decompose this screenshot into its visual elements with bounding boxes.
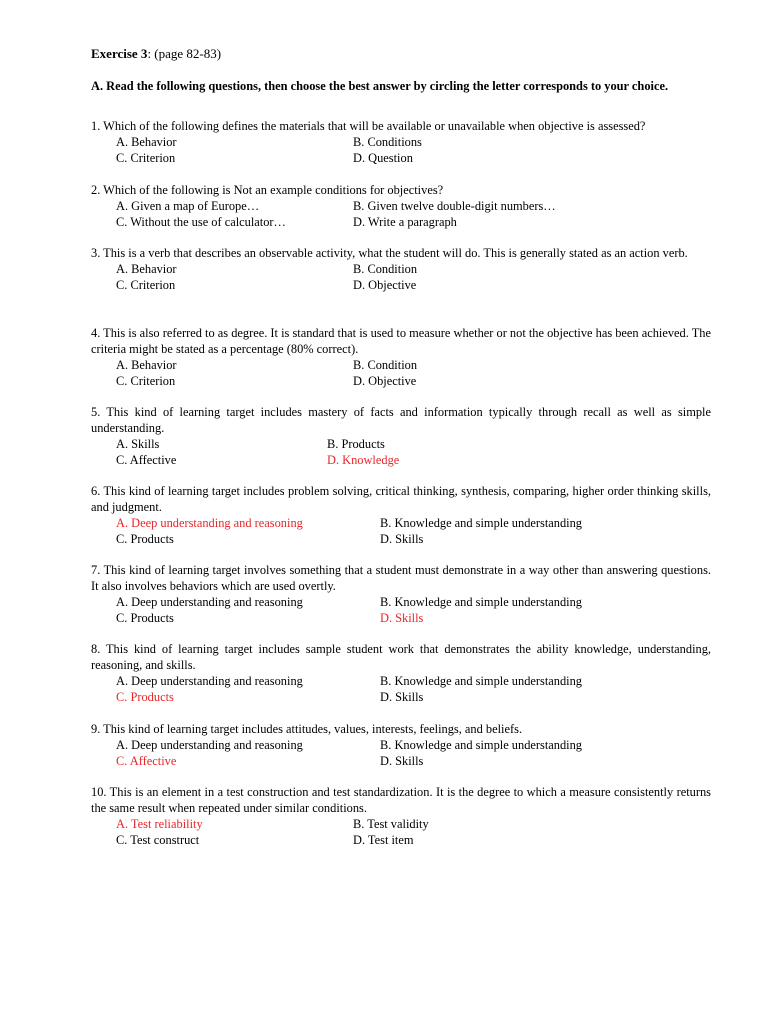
option-d[interactable]: D. Question xyxy=(353,151,413,165)
question-2 xyxy=(91,182,711,230)
option-a[interactable]: A. Deep understanding and reasoning xyxy=(116,516,303,530)
answer-options xyxy=(91,515,711,547)
option-d[interactable]: D. Skills xyxy=(380,532,424,546)
answer-options xyxy=(91,357,711,389)
option-c[interactable]: C. Affective xyxy=(116,754,177,768)
exercise-label: Exercise 3 xyxy=(91,46,148,61)
option-d[interactable]: D. Objective xyxy=(353,278,417,292)
option-a[interactable]: A. Skills xyxy=(116,437,160,451)
option-c[interactable]: C. Affective xyxy=(116,453,177,467)
answer-options xyxy=(91,673,711,705)
instructions: A. Read the following questions, then choose the best answer by circling the letter corresponds to your choice. xyxy=(91,79,669,93)
option-a[interactable]: A. Deep understanding and reasoning xyxy=(116,738,303,752)
question-4 xyxy=(91,325,711,389)
option-b[interactable]: B. Knowledge and simple understanding xyxy=(380,674,583,688)
option-d[interactable]: D. Skills xyxy=(380,611,424,625)
option-a[interactable]: A. Deep understanding and reasoning xyxy=(116,595,303,609)
option-a[interactable]: A. Behavior xyxy=(116,135,177,149)
option-b[interactable]: B. Condition xyxy=(353,262,418,276)
option-a[interactable]: A. Given a map of Europe… xyxy=(116,199,260,213)
option-d[interactable]: D. Objective xyxy=(353,374,417,388)
question-stem: 6. This kind of learning target includes problem solving, critical thinking, synthesis, comparing, higher order thinking skills, and judgment. xyxy=(91,484,711,514)
option-b[interactable]: B. Test validity xyxy=(353,817,429,831)
question-stem: 10. This is an element in a test construction and test standardization. It is the degree to which a measure consistently returns the same result when repeated under similar conditions. xyxy=(91,785,711,815)
option-a[interactable]: A. Behavior xyxy=(116,262,177,276)
question-10 xyxy=(91,784,711,848)
option-b[interactable]: B. Conditions xyxy=(353,135,422,149)
option-d[interactable]: D. Skills xyxy=(380,690,424,704)
question-stem: 2. Which of the following is Not an example conditions for objectives? xyxy=(91,183,444,197)
option-c[interactable]: C. Criterion xyxy=(116,151,176,165)
option-a[interactable]: A. Test reliability xyxy=(116,817,203,831)
question-5 xyxy=(91,404,711,468)
option-b[interactable]: B. Condition xyxy=(353,358,418,372)
question-stem: 5. This kind of learning target includes mastery of facts and information typically through recall as well as simple understanding. xyxy=(91,405,711,435)
option-a[interactable]: A. Behavior xyxy=(116,358,177,372)
question-stem: 7. This kind of learning target involves something that a student must demonstrate in a way other than answering questions. It also involves behaviors which are used overtly. xyxy=(91,563,711,593)
option-c[interactable]: C. Criterion xyxy=(116,374,176,388)
answer-options xyxy=(91,737,711,769)
question-1 xyxy=(91,118,711,166)
option-b[interactable]: B. Given twelve double-digit numbers… xyxy=(353,199,556,213)
option-c[interactable]: C. Without the use of calculator… xyxy=(116,215,286,229)
question-6 xyxy=(91,483,711,547)
question-3 xyxy=(91,245,711,293)
answer-options xyxy=(91,816,711,848)
exercise-title xyxy=(91,46,221,62)
question-stem: 3. This is a verb that describes an observable activity, what the student will do. This is generally stated as an action verb. xyxy=(91,246,688,260)
answer-options xyxy=(91,594,711,626)
answer-options xyxy=(91,134,711,166)
option-c[interactable]: C. Products xyxy=(116,532,174,546)
question-7 xyxy=(91,562,711,626)
option-b[interactable]: B. Knowledge and simple understanding xyxy=(380,516,583,530)
question-stem: 9. This kind of learning target includes attitudes, values, interests, feelings, and beliefs. xyxy=(91,722,523,736)
question-8 xyxy=(91,641,711,705)
page-reference: : (page 82-83) xyxy=(147,46,222,61)
answer-options xyxy=(91,261,711,293)
option-d[interactable]: D. Test item xyxy=(353,833,414,847)
question-stem: 8. This kind of learning target includes sample student work that demonstrates the ability knowledge, understanding, reasoning, and skills. xyxy=(91,642,711,672)
answer-options xyxy=(91,198,711,230)
option-d[interactable]: D. Knowledge xyxy=(327,453,400,467)
option-c[interactable]: C. Products xyxy=(116,611,174,625)
question-stem: 4. This is also referred to as degree. It is standard that is used to measure whether or not the objective has been achieved. The criteria might be stated as a percentage (80% correct). xyxy=(91,326,711,356)
answer-options xyxy=(91,436,711,468)
question-stem: 1. Which of the following defines the materials that will be available or unavailable when objective is assessed? xyxy=(91,119,646,133)
option-d[interactable]: D. Write a paragraph xyxy=(353,215,457,229)
option-c[interactable]: C. Test construct xyxy=(116,833,200,847)
question-9 xyxy=(91,721,711,769)
option-c[interactable]: C. Criterion xyxy=(116,278,176,292)
option-d[interactable]: D. Skills xyxy=(380,754,424,768)
option-b[interactable]: B. Products xyxy=(327,437,385,451)
option-c[interactable]: C. Products xyxy=(116,690,174,704)
option-b[interactable]: B. Knowledge and simple understanding xyxy=(380,738,583,752)
option-b[interactable]: B. Knowledge and simple understanding xyxy=(380,595,583,609)
option-a[interactable]: A. Deep understanding and reasoning xyxy=(116,674,303,688)
